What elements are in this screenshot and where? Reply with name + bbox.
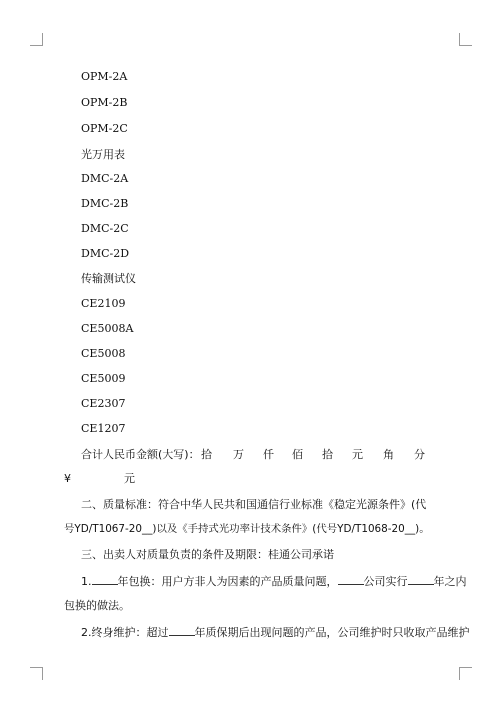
total-unit: 分 [414, 448, 425, 461]
crop-mark-bottom-left [30, 667, 43, 680]
total-unit: 元 [352, 448, 363, 461]
text-run: 年包换：用户方非人为因素的产品质量问题， [117, 575, 338, 588]
list-item: OPM-2A [81, 70, 128, 83]
text-run: 年质保期后出现问题的产品，公司维护时只收取产品维护 [194, 626, 470, 639]
text-run: 公司实行 [363, 575, 408, 588]
list-item: CE2307 [81, 397, 126, 410]
total-unit: 万 [233, 448, 244, 461]
total-unit: 仟 [263, 448, 274, 461]
blank-field [408, 574, 434, 585]
list-item: OPM-2C [81, 122, 128, 135]
total-unit: 角 [383, 448, 394, 461]
list-item: CE5008 [81, 347, 126, 360]
blank-field [338, 574, 364, 585]
yuan-label: 元 [124, 472, 135, 485]
crop-mark-bottom-right [459, 667, 472, 680]
list-item: OPM-2B [81, 96, 128, 109]
currency-symbol: ¥ [64, 472, 71, 485]
warranty-paragraph-1 [81, 574, 467, 589]
blank-field [169, 625, 195, 636]
list-item: CE2109 [81, 297, 126, 310]
paragraph-number: 1. [81, 575, 92, 588]
crop-mark-top-right [459, 33, 472, 46]
quality-standard-line-1: 二、质量标准：符合中华人民共和国通信行业标准《稳定光源条件》(代 [81, 498, 427, 511]
list-item: DMC-2D [81, 247, 130, 260]
list-item: CE5009 [81, 372, 126, 385]
total-unit: 拾 [322, 448, 333, 461]
list-item: 光万用表 [81, 148, 125, 161]
quality-standard-line-2: 号YD/T1067-20__)以及《手持式光功率计技术条件》(代号YD/T1068-20__)。 [64, 523, 430, 535]
total-amount-label: 合计人民币金额(大写)： [81, 448, 200, 461]
section-3-heading: 三、出卖人对质量负责的条件及期限：桂通公司承诺 [81, 548, 334, 561]
list-item: 传输测试仪 [81, 272, 136, 285]
text-run: 2.终身维护：超过 [81, 626, 169, 639]
list-item: CE1207 [81, 422, 126, 435]
crop-mark-top-left [30, 33, 43, 46]
total-unit: 佰 [292, 448, 303, 461]
warranty-paragraph-1-continued: 包换的做法。 [64, 599, 130, 612]
list-item: DMC-2B [81, 197, 129, 210]
list-item: DMC-2C [81, 222, 129, 235]
blank-field [92, 574, 118, 585]
total-unit: 拾 [201, 448, 212, 461]
text-run: 年之内 [433, 575, 467, 588]
list-item: CE5008A [81, 322, 134, 335]
warranty-paragraph-2 [81, 625, 470, 640]
list-item: DMC-2A [81, 172, 129, 185]
